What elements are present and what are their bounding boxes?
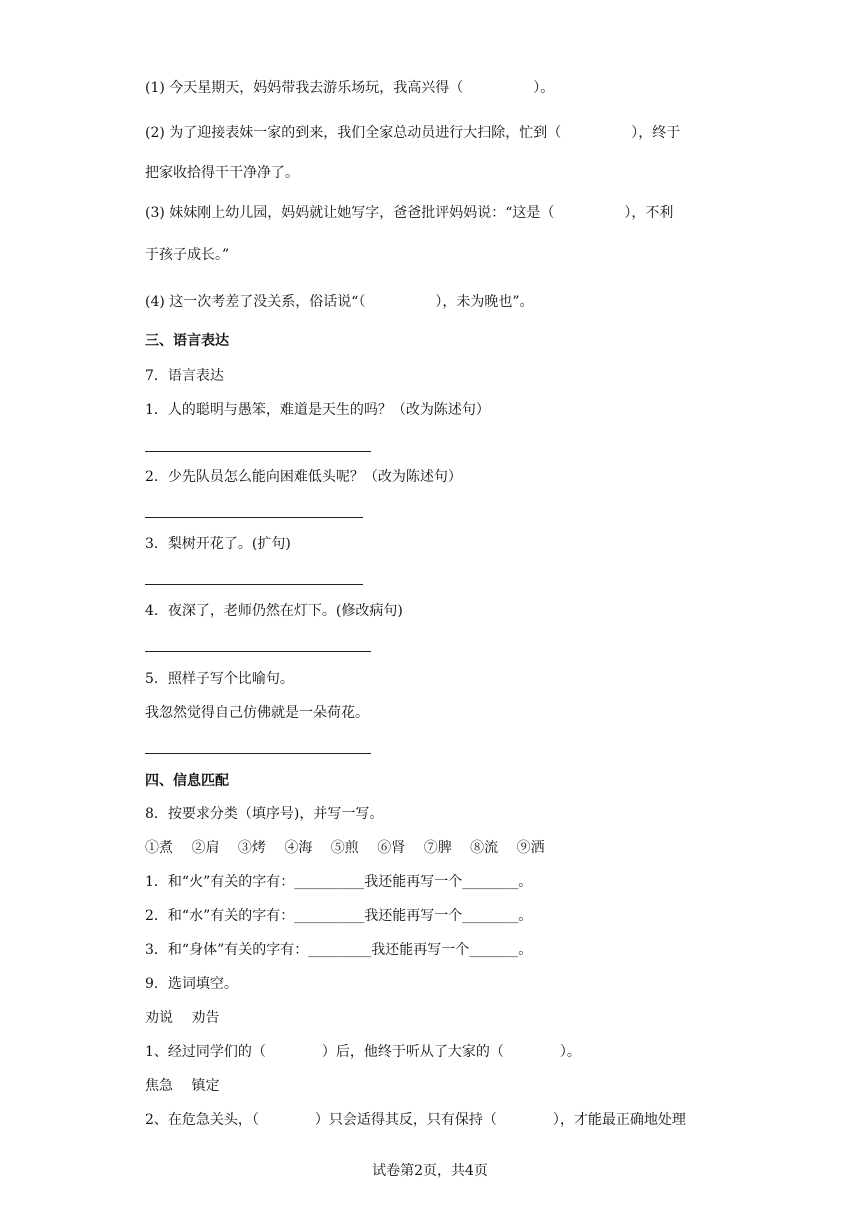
- question-7: 7．语言表达: [145, 368, 224, 384]
- answer-line-5: [145, 753, 371, 754]
- example-sentence: 我忽然觉得自己仿佛就是一朵荷花。: [145, 705, 369, 721]
- fill-blank-1: (1) 今天星期天，妈妈带我去游乐场玩，我高兴得（ ）。: [145, 80, 555, 96]
- page-footer: 试卷第2页，共4页: [372, 1163, 488, 1179]
- answer-line-4: [145, 651, 371, 652]
- section-heading-3: 三、语言表达: [145, 333, 229, 349]
- expression-item-2: 2．少先队员怎么能向困难低头呢？（改为陈述句）: [145, 469, 462, 485]
- sort-item-3: 3．和“身体”有关的字有：_________我还能再写一个_______。: [145, 942, 533, 958]
- expression-item-4: 4．夜深了，老师仍然在灯下。(修改病句): [145, 603, 403, 619]
- answer-line-3: [145, 584, 363, 585]
- fill-blank-2-cont: 把家收拾得干干净净了。: [145, 165, 299, 181]
- question-8: 8．按要求分类（填序号)，并写一写。: [145, 806, 384, 822]
- sort-item-1: 1．和“火”有关的字有：__________我还能再写一个________。: [145, 874, 533, 890]
- answer-line-1: [145, 451, 371, 452]
- word-choices-2: 焦急 镇定: [145, 1078, 220, 1094]
- choice-sentence-2: 2、在危急关头，（ ）只会适得其反，只有保持（ ），才能最正确地处理: [145, 1112, 686, 1128]
- fill-blank-4: (4) 这一次考差了没关系，俗话说“（ ），未为晚也”。: [145, 294, 534, 310]
- fill-blank-3: (3) 妹妹刚上幼儿园，妈妈就让她写字，爸爸批评妈妈说：“这是（ ），不利: [145, 205, 674, 221]
- choice-sentence-1: 1、经过同学们的（ ）后，他终于听从了大家的（ ）。: [145, 1044, 581, 1060]
- expression-item-5: 5．照样子写个比喻句。: [145, 671, 294, 687]
- expression-item-3: 3．梨树开花了。(扩句): [145, 536, 291, 552]
- answer-line-2: [145, 517, 363, 518]
- section-heading-4: 四、信息匹配: [145, 773, 229, 789]
- fill-blank-2: (2) 为了迎接表妹一家的到来，我们全家总动员进行大扫除，忙到（ ），终于: [145, 125, 681, 141]
- question-9: 9．选词填空。: [145, 976, 238, 992]
- sort-item-2: 2．和“水”有关的字有：__________我还能再写一个________。: [145, 908, 533, 924]
- expression-item-1: 1．人的聪明与愚笨，难道是天生的吗？（改为陈述句）: [145, 402, 490, 418]
- word-choices-1: 劝说 劝告: [145, 1010, 220, 1026]
- fill-blank-3-cont: 于孩子成长。”: [145, 247, 230, 263]
- character-list: ①煮 ②肩 ③烤 ④海 ⑤煎 ⑥肾 ⑦脾 ⑧流 ⑨洒: [145, 840, 545, 856]
